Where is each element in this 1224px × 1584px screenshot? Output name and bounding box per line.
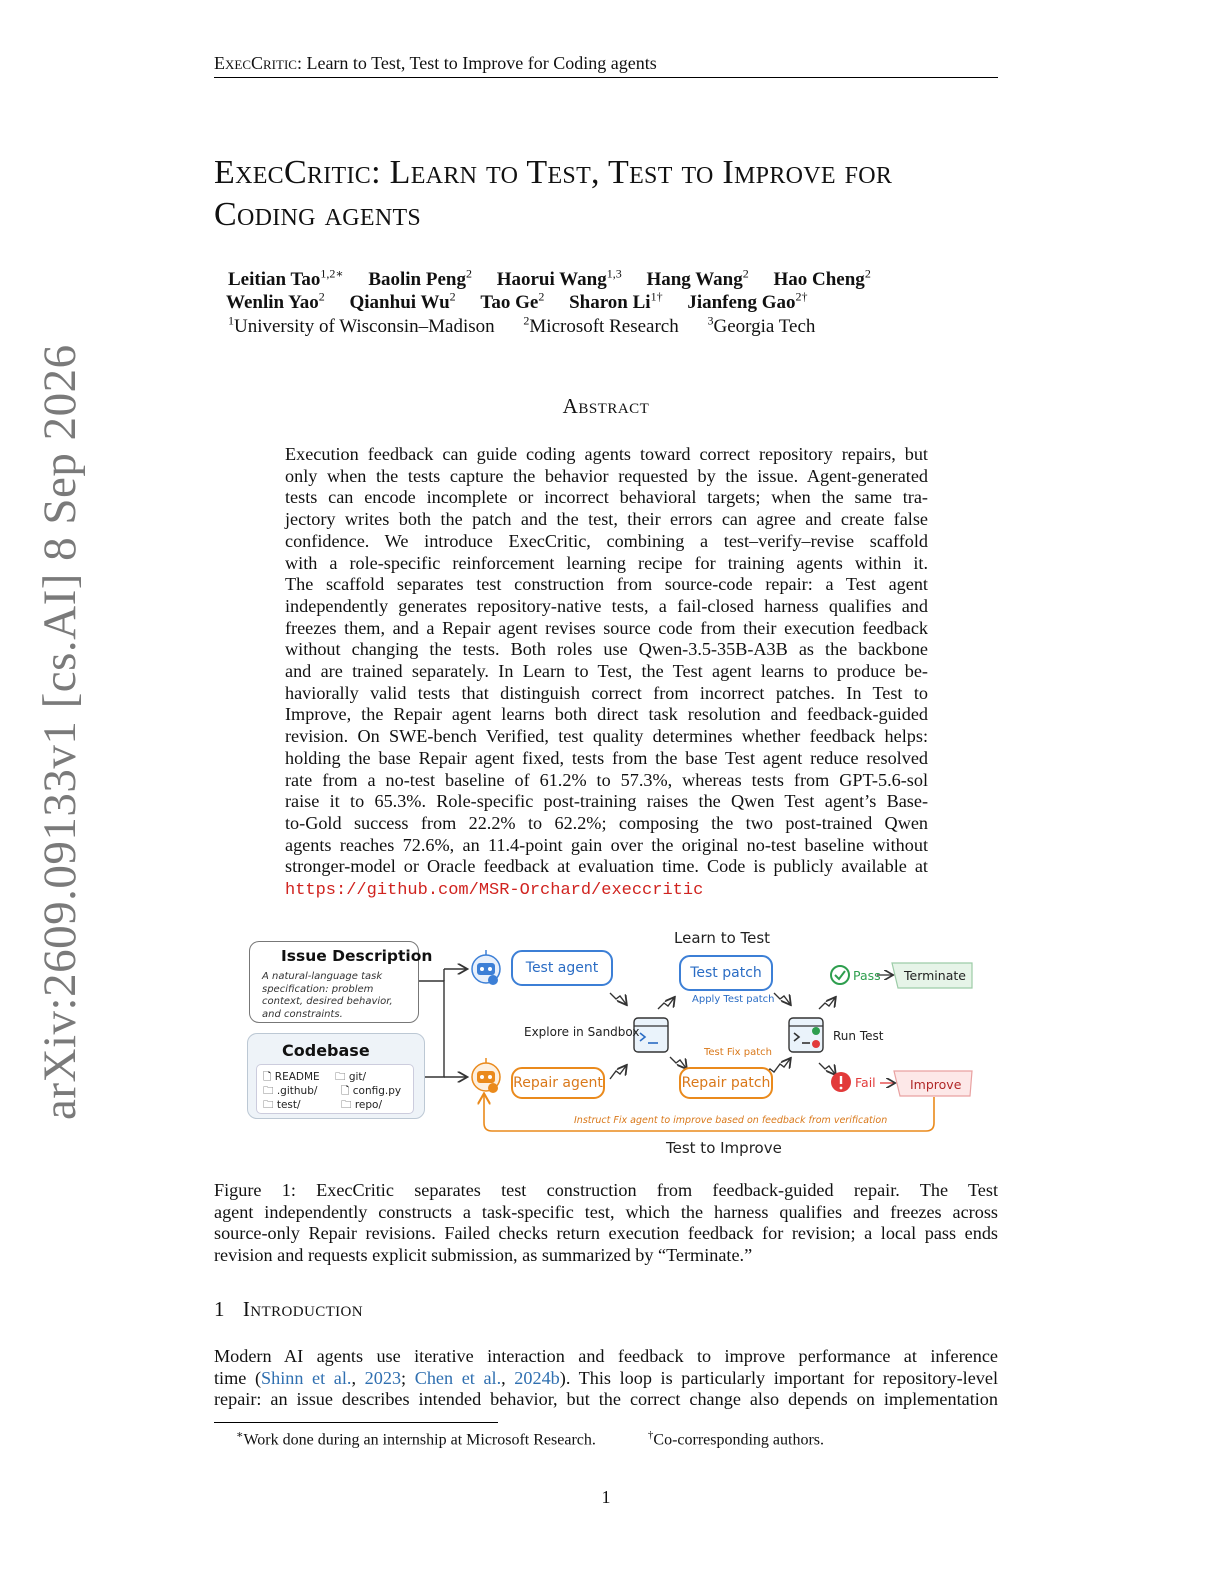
author: Wenlin Yao$^2$	[226, 290, 325, 314]
author: Qianhui Wu$^2$	[349, 290, 456, 314]
section-title: Introduction	[242, 1297, 364, 1321]
alert-icon	[831, 1072, 851, 1092]
abstract-line: stronger-model or Oracle feedback at evaluation time. Code is publicly available at	[285, 856, 928, 877]
issue-desc: A natural-language task specification: problem context, desired behavior, and constraints.	[262, 971, 393, 1020]
affiliation: $^3$Georgia Tech	[707, 314, 816, 338]
abstract-line: Improve, the Repair agent learns both direct task resolution and feedback-guided	[285, 704, 928, 725]
author: Leitian Tao$^{1,2∗}$	[228, 267, 344, 291]
author: Jianfeng Gao$^{2\dagger}$	[687, 290, 808, 314]
file-item: 🗋 README	[263, 1071, 320, 1083]
abstract-line: freezes them, and a Repair agent revises source code from their execution feedback	[285, 617, 928, 638]
caption-line: revision and requests explicit submission, as summarized by “Terminate.”	[214, 1245, 753, 1266]
abstract-line: only when the tests capture the behavior requested by the issue. Agent-generated	[285, 465, 928, 486]
explore-sandbox-label: Explore in Sandbox	[524, 1025, 640, 1039]
repair-patch-pill: Repair patch	[679, 1067, 773, 1099]
title-line-2: Coding agents	[214, 196, 422, 233]
footnote-1: Work done during an internship at Microsoft Research.	[243, 1431, 596, 1449]
abstract-line: Execution feedback can guide coding agents toward correct repository repairs, but	[285, 444, 928, 464]
check-icon	[831, 966, 849, 984]
author: Hao Cheng$^2$	[773, 267, 871, 291]
abstract-line: The scaffold separates test construction from source-code repair: a Test agent	[285, 574, 928, 595]
file-item: 🗋 config.py	[341, 1085, 402, 1097]
intro-line: Modern AI agents use iterative interaction and feedback to improve performance at inference	[214, 1346, 998, 1366]
learn-to-test-label: Learn to Test	[674, 929, 771, 947]
authors-row-2	[226, 290, 828, 314]
header-rest: : Learn to Test, Test to Improve for Coding agents	[296, 53, 657, 73]
issue-title: Issue Description	[281, 947, 433, 965]
citation-link[interactable]: Chen et al.	[414, 1367, 502, 1388]
figure-1	[244, 925, 984, 1165]
intro-line: repair: an issue describes intended behavior, but the correct change also depends on implementation	[214, 1389, 998, 1410]
header-exec: Exec	[214, 53, 251, 73]
citation-year-link[interactable]: 2024b	[514, 1367, 560, 1388]
abstract-line: agents reaches 72.6%, an 11.4-point gain over the original no-test baseline without	[285, 834, 928, 855]
title-line-1: ExecCritic: Learn to Test, Test to Improve for	[214, 154, 893, 191]
test-agent-pill: Test agent	[511, 950, 613, 986]
abstract-line: confidence. We introduce ExecCritic, combining a test–verify–revise scaffold	[285, 530, 928, 551]
instruct-label: Instruct Fix agent to improve based on feedback from verification	[574, 1115, 888, 1126]
folder-item: 🗀 .github/	[263, 1085, 318, 1097]
affiliations	[228, 314, 839, 338]
author: Haorui Wang$^{1,3}$	[496, 267, 622, 291]
repair-robot-icon	[472, 1058, 500, 1093]
codebase-title: Codebase	[282, 1041, 370, 1060]
caption-line: Figure 1: ExecCritic separates test construction from feedback-guided repair. The Test	[214, 1180, 998, 1200]
citation-link[interactable]: Shinn et al.	[261, 1367, 352, 1388]
terminate-label: Terminate	[904, 968, 966, 983]
abstract-line: and are trained separately. In Learn to Test, the Test agent learns to produce be-	[285, 661, 928, 682]
author: Sharon $Li^{1\dagger}$	[569, 290, 663, 314]
abstract-line: to-Gold success from 22.2% to 62.2%; composing the two post-trained Qwen	[285, 812, 928, 833]
header-critic: Critic	[251, 53, 297, 73]
issue-description-card	[249, 941, 433, 1023]
paper-title	[214, 152, 1014, 236]
fail-label: Fail	[855, 1075, 876, 1090]
abstract-line: revision. On SWE-bench Verified, test quality determines whether feedback helps:	[285, 726, 928, 747]
footnote-rule	[214, 1422, 498, 1423]
footnotes: ∗Work done during an internship at Microsoft Research. †Co-corresponding authors.	[236, 1429, 825, 1449]
abstract-line: tests can encode incomplete or incorrect behavioral targets; when the same tra-	[285, 487, 928, 508]
arxiv-stamp: arXiv:2609.09133v1 [cs.AI] 8 Sep 2026	[34, 344, 86, 1120]
codebase-card	[247, 1033, 425, 1119]
page-number: 1	[601, 1487, 611, 1507]
citation-year-link[interactable]: 2023	[364, 1367, 402, 1388]
folder-item: 🗀 repo/	[341, 1099, 383, 1111]
affiliation: $^2$Microsoft Research	[523, 314, 679, 338]
abstract-heading: Abstract	[562, 394, 650, 418]
test-patch-pill: Test patch	[679, 955, 773, 991]
running-header	[214, 53, 998, 78]
folder-item: 🗀 test/	[263, 1099, 301, 1111]
abstract-line: haviorally valid tests that distinguish correct from incorrect patches. In Test to	[285, 682, 928, 703]
abstract-line: independently generates repository-native tests, a fail-closed harness qualifies and	[285, 595, 928, 616]
run-test-terminal-icon	[789, 1018, 823, 1052]
test-to-improve-label: Test to Improve	[666, 1139, 782, 1157]
codebase-files	[256, 1064, 414, 1114]
pass-label: Pass	[853, 968, 881, 983]
abstract-line: jectory writes both the patch and the test, their errors can agree and create false	[285, 509, 928, 530]
section-heading	[214, 1297, 363, 1322]
abstract-line: with a role-specific reinforcement learning recipe for training agents within it.	[285, 552, 928, 573]
improve-label: Improve	[910, 1077, 962, 1092]
apply-test-patch-label: Apply Test patch	[692, 994, 775, 1005]
footnote-2: Co-corresponding authors.	[653, 1431, 825, 1449]
author: Tao Ge$^2$	[480, 290, 545, 314]
test-fix-patch-label: Test Fix patch	[704, 1047, 773, 1058]
affiliation: $^1$University of Wisconsin–Madison	[228, 314, 495, 338]
section-number: 1	[214, 1297, 225, 1321]
abstract-line: without changing the tests. Both roles use Qwen-3.5-35B-A3B as the backbone	[285, 639, 928, 660]
run-test-label: Run Test	[833, 1029, 884, 1043]
caption-line: agent independently constructs a task-specific test, which the harness qualifies and freezes across	[214, 1201, 998, 1222]
author: Baolin Peng$^2$	[368, 267, 472, 291]
abstract-line: holding the base Repair agent fixed, tests from the base Test agent reduce resolved	[285, 747, 928, 768]
figure-caption	[214, 1180, 998, 1267]
intro-body	[214, 1346, 998, 1411]
abstract-line: raise it to 65.3%. Role-specific post-training raises the Qwen Test agent’s Base-	[285, 791, 928, 812]
test-robot-icon	[472, 950, 500, 985]
abstract-line: rate from a no-test baseline of 61.2% to 57.3%, whereas tests from GPT-5.6-sol	[285, 769, 928, 790]
abstract-body	[285, 444, 928, 902]
code-link[interactable]: https://github.com/MSR-Orchard/execcritic	[285, 881, 704, 901]
authors-row-1	[228, 267, 891, 291]
folder-item: 🗀 git/	[335, 1071, 367, 1083]
caption-line: source-only Repair revisions. Failed checks return execution feedback for revision; a local pass ends	[214, 1223, 998, 1244]
repair-agent-pill: Repair agent	[511, 1067, 605, 1099]
intro-line: time (Shinn et al., 2023; Chen et al., 2024b). This loop is particularly important for repository-level	[214, 1367, 999, 1388]
author: Hang Wang$^2$	[646, 267, 749, 291]
